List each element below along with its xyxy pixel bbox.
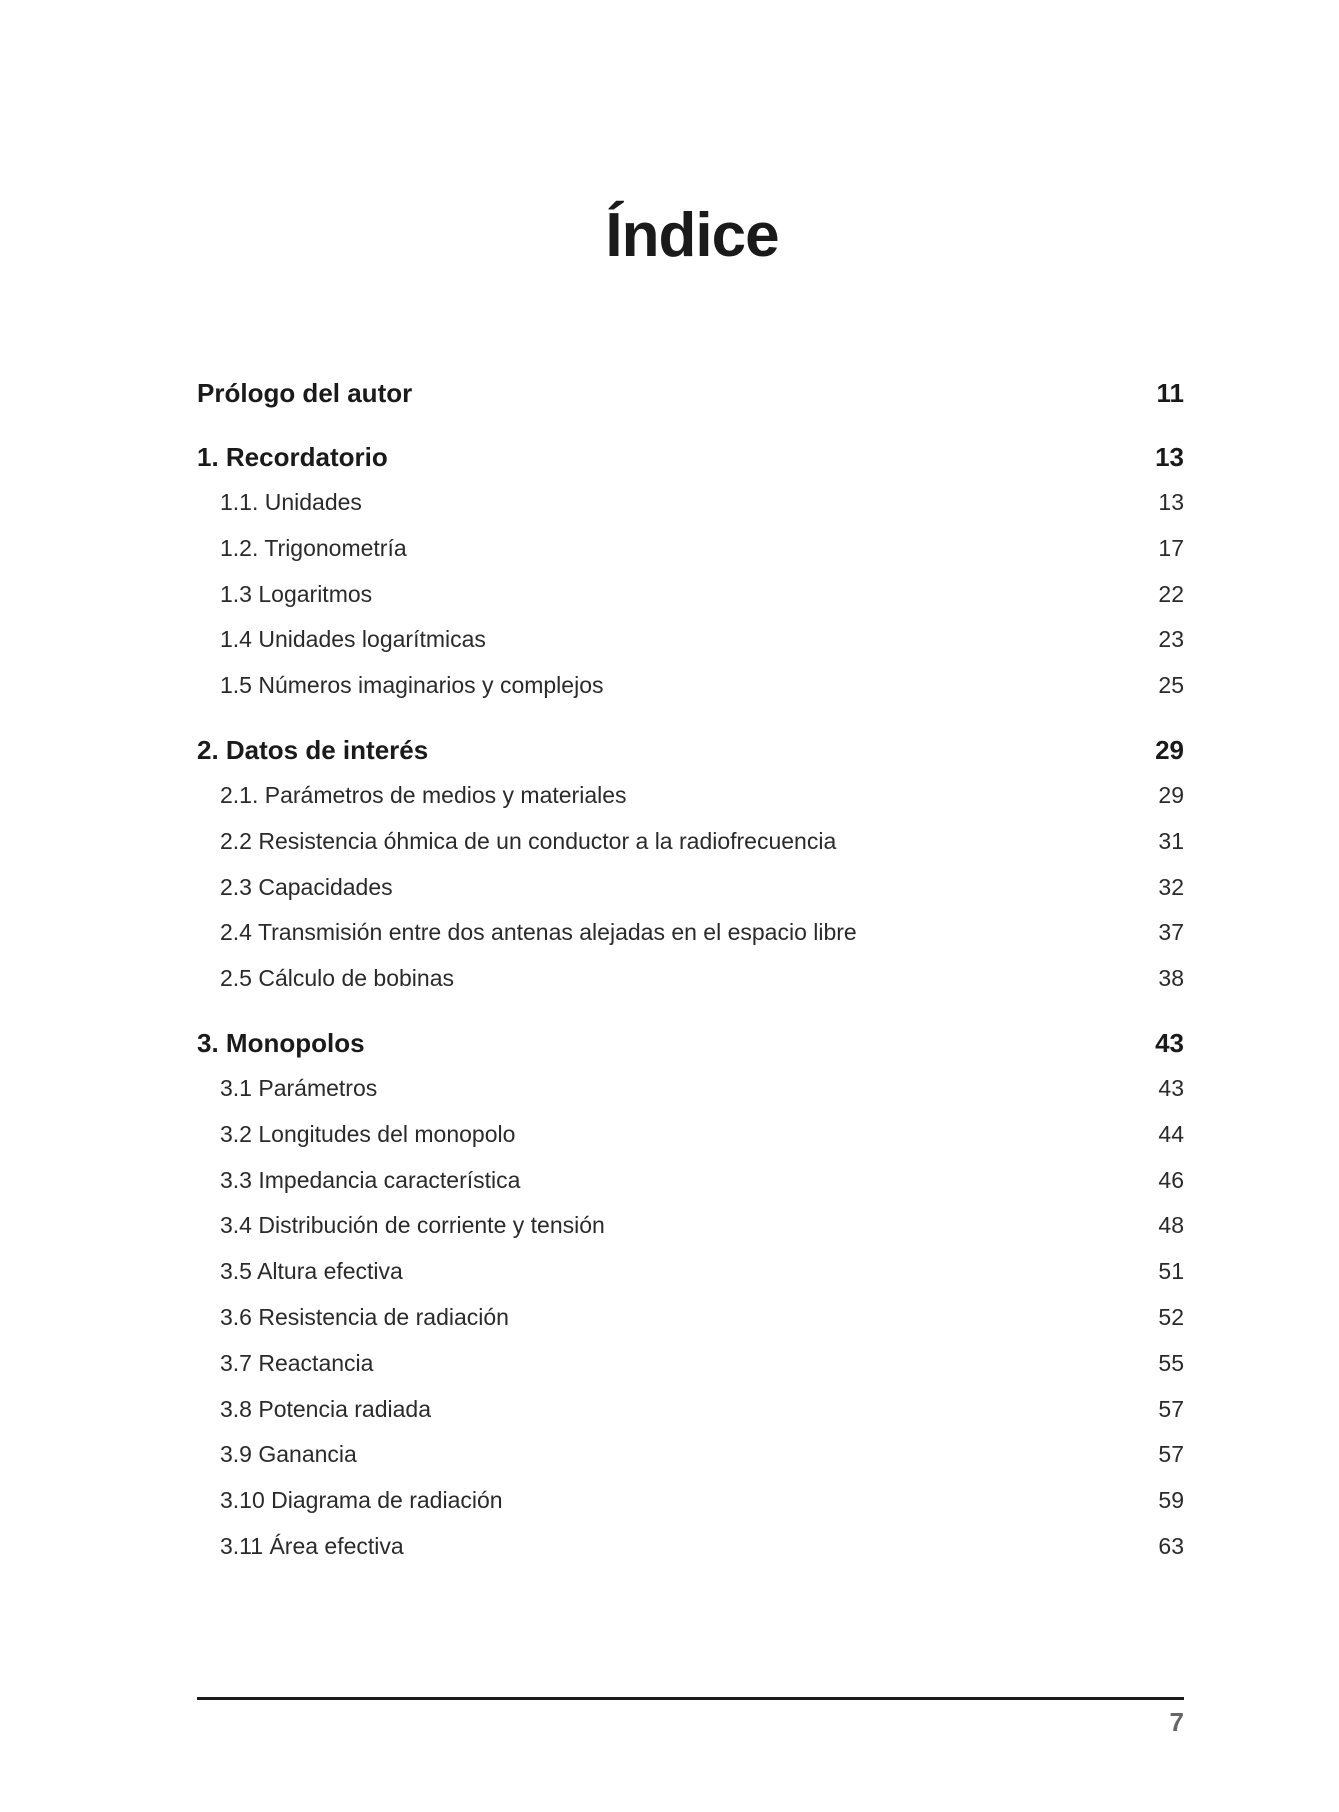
footer-divider [197, 1697, 1184, 1700]
toc-section-entry[interactable] [197, 1387, 1184, 1433]
toc-entry-label: 3.2 Longitudes del monopolo [220, 1120, 516, 1147]
toc-entry-page: 43 [1158, 1074, 1184, 1101]
toc-entry-label: 2. Datos de interés [197, 734, 429, 765]
toc-entry-page: 22 [1158, 580, 1184, 607]
toc-entry-label: 3.3 Impedancia característica [220, 1166, 521, 1193]
toc-entry-page: 43 [1155, 1027, 1184, 1058]
toc-section-entry[interactable] [197, 1112, 1184, 1158]
toc-chapter-entry[interactable] [197, 434, 1184, 480]
toc-entry-label: 3.1 Parámetros [220, 1074, 378, 1101]
toc-entry-label: 3.6 Resistencia de radiación [220, 1303, 509, 1330]
toc-entry-label: 3. Monopolos [197, 1027, 365, 1058]
toc-entry-page: 11 [1156, 378, 1184, 408]
toc-entry-page: 25 [1158, 672, 1184, 699]
page-number: 7 [1169, 1707, 1184, 1737]
toc-entry-label: 1.5 Números imaginarios y complejos [220, 672, 604, 699]
toc-section-entry[interactable] [197, 865, 1184, 911]
toc-chapter-entry[interactable] [197, 370, 1184, 416]
toc-entry-page: 37 [1158, 919, 1184, 946]
toc-section-entry[interactable] [197, 1158, 1184, 1204]
toc-entry-page: 38 [1158, 965, 1184, 992]
toc-entry-page: 59 [1158, 1487, 1184, 1514]
toc-section-entry[interactable] [197, 526, 1184, 572]
toc-section-entry[interactable] [197, 663, 1184, 709]
toc-entry-label: 1.2. Trigonometría [220, 534, 407, 561]
toc-entry-label: 3.5 Altura efectiva [220, 1258, 403, 1285]
toc-entry-page: 29 [1158, 781, 1184, 808]
toc-section-entry[interactable] [197, 1478, 1184, 1524]
toc-entry-label: 3.10 Diagrama de radiación [220, 1487, 503, 1514]
toc-entry-label: 2.2 Resistencia óhmica de un conductor a la radiofrecuencia [220, 827, 837, 854]
toc-entry-label: 2.3 Capacidades [220, 873, 393, 900]
toc-section-entry[interactable] [197, 1203, 1184, 1249]
toc-entry-page: 46 [1158, 1166, 1184, 1193]
toc-section-entry[interactable] [197, 1432, 1184, 1478]
toc-section-entry[interactable] [197, 819, 1184, 865]
toc-entry-page: 52 [1158, 1303, 1184, 1330]
toc-section-entry[interactable] [197, 1341, 1184, 1387]
toc-chapter-entry[interactable] [197, 727, 1184, 773]
toc-entry-page: 57 [1158, 1395, 1184, 1422]
toc-entry-page: 48 [1158, 1212, 1184, 1239]
page-title: Índice [605, 201, 779, 270]
toc-entry-page: 13 [1155, 442, 1184, 472]
toc-section-entry[interactable] [197, 1295, 1184, 1341]
toc-entry-label: 1. Recordatorio [197, 442, 388, 472]
toc-entry-label: 2.1. Parámetros de medios y materiales [220, 781, 627, 808]
toc-entry-page: 51 [1158, 1258, 1184, 1285]
toc-entry-label: 2.5 Cálculo de bobinas [220, 965, 454, 992]
toc-entry-label: 3.4 Distribución de corriente y tensión [220, 1212, 605, 1239]
toc-entry-label: 3.7 Reactancia [220, 1349, 374, 1376]
toc-section-entry[interactable] [197, 956, 1184, 1002]
toc-chapter-entry[interactable] [197, 1020, 1184, 1066]
toc-section-entry[interactable] [197, 1524, 1184, 1570]
toc-section-entry[interactable] [197, 910, 1184, 956]
toc-section-entry[interactable] [197, 617, 1184, 663]
toc-entry-page: 17 [1158, 534, 1184, 561]
toc-section-entry[interactable] [197, 572, 1184, 618]
toc-section-entry[interactable] [197, 1066, 1184, 1112]
toc-entry-label: 1.1. Unidades [220, 489, 362, 515]
toc-entry-page: 13 [1158, 489, 1184, 515]
toc-entry-label: 2.4 Transmisión entre dos antenas alejadas en el espacio libre [220, 919, 857, 946]
toc-entry-page: 44 [1158, 1120, 1184, 1147]
toc-entry-label: 3.11 Área efectiva [220, 1532, 404, 1559]
table-of-contents [197, 370, 1184, 1570]
toc-entry-label: 1.3 Logaritmos [220, 580, 373, 607]
toc-section-entry[interactable] [197, 773, 1184, 819]
toc-entry-page: 23 [1158, 626, 1184, 653]
toc-entry-page: 29 [1155, 734, 1184, 765]
toc-entry-page: 55 [1158, 1349, 1184, 1376]
toc-entry-label: 3.9 Ganancia [220, 1441, 357, 1468]
toc-entry-label: 3.8 Potencia radiada [220, 1395, 431, 1422]
toc-entry-label: 1.4 Unidades logarítmicas [220, 626, 486, 653]
toc-entry-page: 57 [1158, 1441, 1184, 1468]
toc-entry-label: Prólogo del autor [197, 378, 413, 408]
toc-section-entry[interactable] [197, 1249, 1184, 1295]
toc-entry-page: 31 [1158, 827, 1184, 854]
toc-entry-page: 63 [1158, 1532, 1184, 1559]
toc-section-entry[interactable] [197, 480, 1184, 526]
toc-entry-page: 32 [1158, 873, 1184, 900]
